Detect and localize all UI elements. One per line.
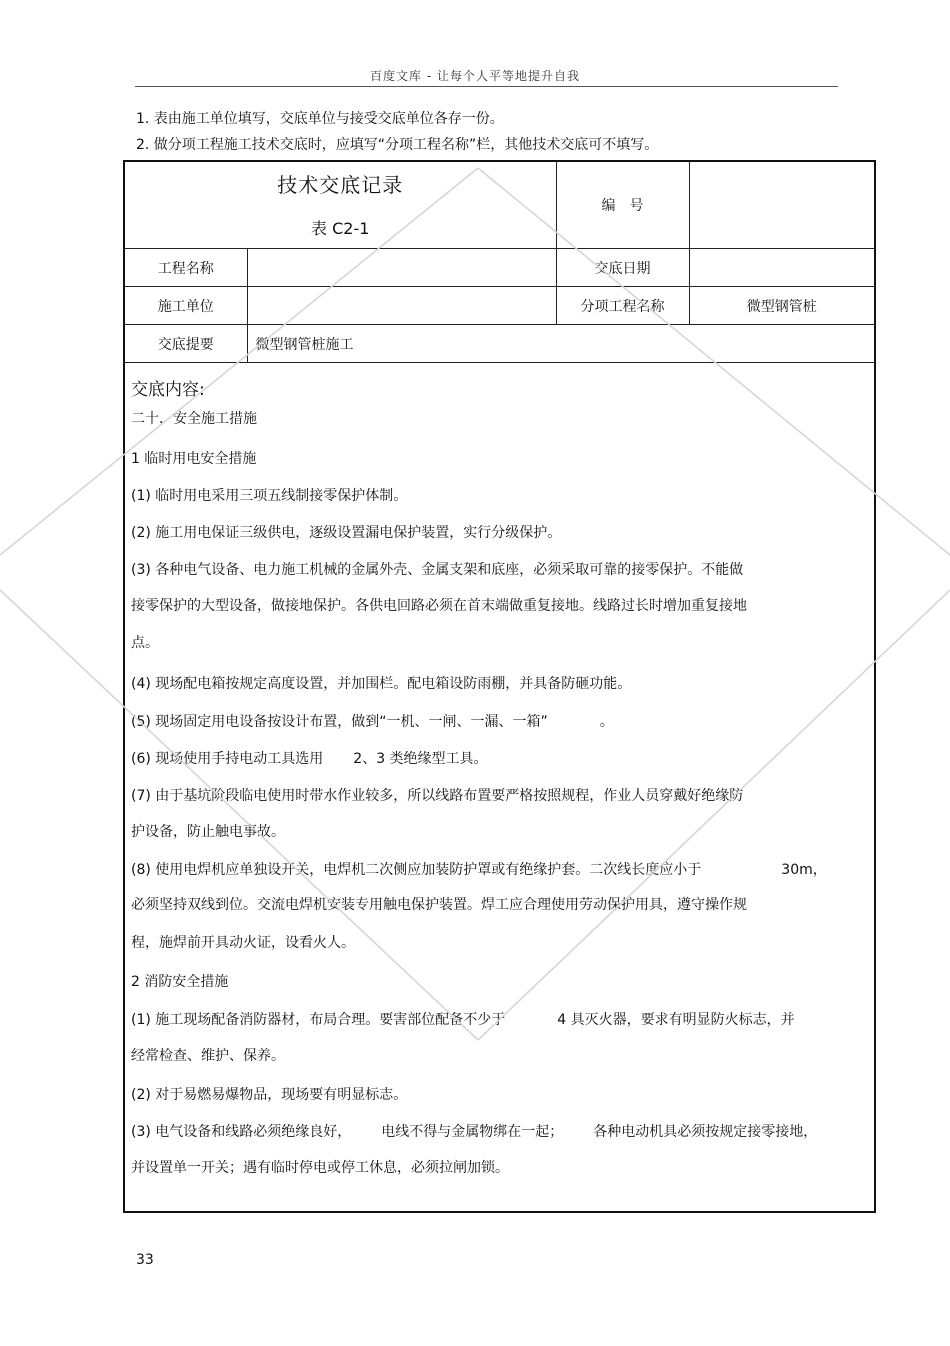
subsection-title: 1 临时用电安全措施 <box>131 451 257 467</box>
subsection-title: 2 消防安全措施 <box>131 974 229 990</box>
header-divider <box>135 86 838 87</box>
number-field[interactable] <box>689 161 875 249</box>
content-line: 程，施焊前开具动火证，设看火人。 <box>131 935 355 951</box>
content-text: 30m， <box>781 862 827 878</box>
content-line: (2) 施工用电保证三级供电，逐级设置漏电保护装置，实行分级保护。 <box>131 525 562 541</box>
content-line <box>131 859 827 879</box>
content-line: (3) 各种电气设备、电力施工机械的金属外壳、金属支架和底座，必须采取可靠的接零保护。不能做 <box>131 562 744 578</box>
unit-label: 施工单位 <box>124 287 247 325</box>
content-text: 。 <box>599 714 614 730</box>
date-field[interactable] <box>689 249 875 287</box>
content-line: 接零保护的大型设备，做接地保护。各供电回路必须在首末端做重复接地。线路过长时增加重复接地 <box>131 598 747 614</box>
content-text: 4 具灭火器，要求有明显防火标志，并 <box>557 1012 795 1028</box>
content-cell <box>124 363 875 1213</box>
content-text: (5) 现场固定用电设备按设计布置，做到“一机、一闸、一漏、一箱” <box>131 714 548 730</box>
technical-disclosure-form <box>123 160 876 1213</box>
content-text: (1) 施工现场配备消防器材，布局合理。要害部位配备不少于 <box>131 1012 506 1028</box>
content-line <box>131 1009 795 1029</box>
summary-field[interactable]: 微型钢管桩施工 <box>247 325 875 363</box>
content-line: (1) 临时用电采用三项五线制接零保护体制。 <box>131 488 408 504</box>
form-code: 表 C2-1 <box>311 219 370 238</box>
summary-label: 交底提要 <box>124 325 247 363</box>
project-name-field[interactable] <box>247 249 556 287</box>
page-header: 百度文库 - 让每个人平等地提升自我 <box>370 69 580 83</box>
content-heading: 交底内容: <box>131 380 205 400</box>
content-text: 电线不得与金属物绑在一起； <box>381 1124 564 1140</box>
number-label: 编 号 <box>556 161 689 249</box>
page-number: 33 <box>136 1252 154 1268</box>
date-label: 交底日期 <box>556 249 689 287</box>
subproject-field[interactable]: 微型钢管桩 <box>689 287 875 325</box>
subproject-label: 分项工程名称 <box>556 287 689 325</box>
content-text: (8) 使用电焊机应单独设开关，电焊机二次侧应加装防护罩或有绝缘护套。二次线长度应小于 <box>131 862 702 878</box>
content-text: (3) 电气设备和线路必须绝缘良好， <box>131 1124 352 1140</box>
instruction-note-1: 1. 表由施工单位填写，交底单位与接受交底单位各存一份。 <box>136 111 504 127</box>
content-line: 必须坚持双线到位。交流电焊机安装专用触电保护装置。焊工应合理使用劳动保护用具，遵守操作规 <box>131 897 747 913</box>
project-name-label: 工程名称 <box>124 249 247 287</box>
content-text: 2、3 类绝缘型工具。 <box>353 751 488 767</box>
form-title: 技术交底记录 <box>277 173 404 197</box>
content-text: (6) 现场使用手持电动工具选用 <box>131 751 324 767</box>
content-text: 各种电动机具必须按规定接零接地， <box>593 1124 818 1140</box>
content-line <box>131 711 614 731</box>
content-line: (2) 对于易燃易爆物品，现场要有明显标志。 <box>131 1087 408 1103</box>
content-line: (7) 由于基坑阶段临电使用时带水作业较多，所以线路布置要严格按照规程，作业人员穿戴好绝缘防 <box>131 788 744 804</box>
form-title-cell <box>124 161 556 249</box>
content-line: 点。 <box>131 635 159 651</box>
content-line: 护设备，防止触电事故。 <box>131 824 285 840</box>
unit-field[interactable] <box>247 287 556 325</box>
content-line: 并设置单一开关；遇有临时停电或停工休息，必须拉闸加锁。 <box>131 1160 509 1176</box>
section-title: 二十．安全施工措施 <box>131 411 257 427</box>
content-line <box>131 1121 817 1141</box>
content-line: 经常检查、维护、保养。 <box>131 1048 285 1064</box>
instruction-note-2: 2. 做分项工程施工技术交底时，应填写“分项工程名称”栏，其他技术交底可不填写。 <box>136 137 659 153</box>
content-line <box>131 748 488 768</box>
content-line: (4) 现场配电箱按规定高度设置，并加围栏。配电箱设防雨棚，并具备防砸功能。 <box>131 676 632 692</box>
